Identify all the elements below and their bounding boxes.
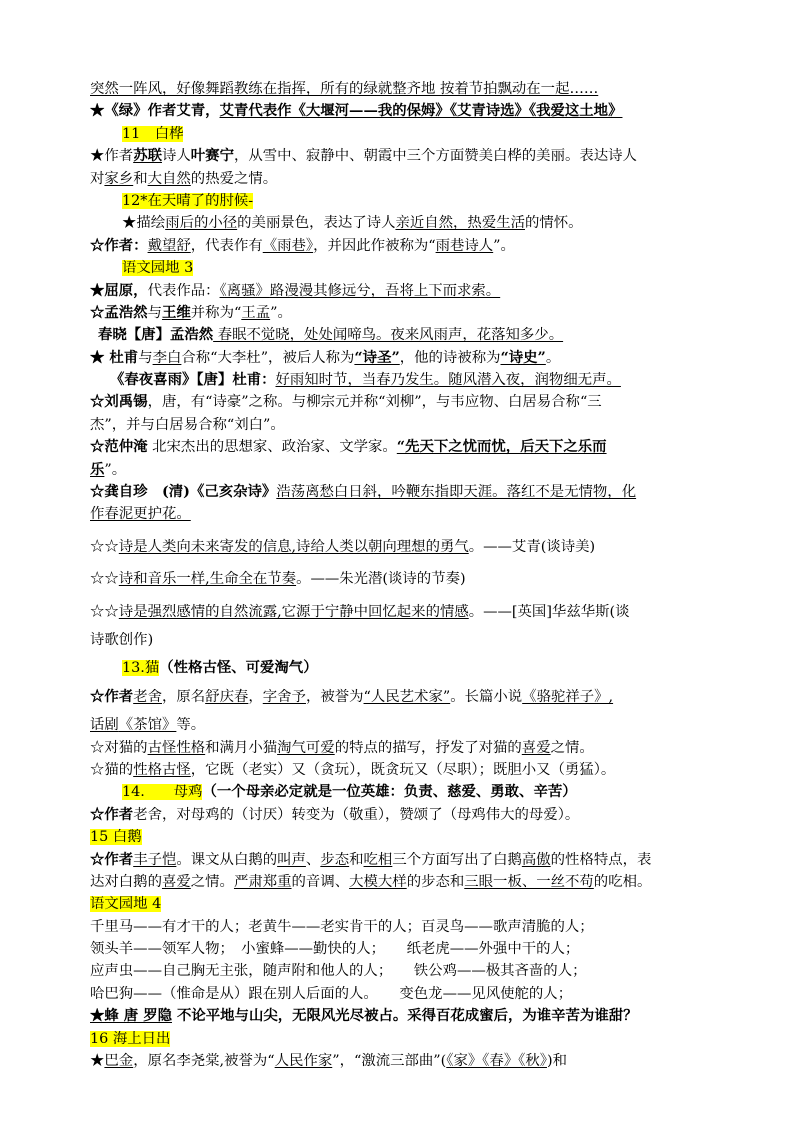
quote-line-1 bbox=[90, 536, 710, 558]
underlined-text: 吃相 bbox=[363, 851, 393, 868]
text-span: 对 bbox=[90, 170, 105, 187]
underlined-text: 叫声 bbox=[277, 851, 306, 868]
section-heading-11 bbox=[90, 123, 710, 145]
text-span: ★《绿》作者艾青， bbox=[90, 102, 220, 120]
underlined-text: “人民艺术家” bbox=[363, 688, 451, 705]
bold-text: ☆范仲淹 bbox=[90, 438, 148, 456]
text-span: ，被誉为 bbox=[305, 688, 364, 705]
section-heading-15 bbox=[90, 826, 710, 848]
text-line-31 bbox=[90, 804, 710, 826]
text-span: 诗人 bbox=[161, 148, 191, 165]
bold-text: 《春夜喜雨》【唐】杜甫： bbox=[110, 371, 276, 389]
underlined-text: 话剧 bbox=[90, 717, 119, 734]
text-span: ，唐，有“诗豪”之称。与柳宗元并称“刘柳”，与韦应物、白居易合称“三 bbox=[147, 394, 602, 411]
quote-line-2 bbox=[90, 568, 710, 590]
text-line-15 bbox=[90, 391, 710, 413]
text-span: 合称“大李杜”，被后人称为 bbox=[181, 349, 355, 366]
text-span: ”。 bbox=[270, 304, 292, 321]
underlined-text: 字舍予 bbox=[262, 688, 306, 705]
underlined-text: 《家》《春》《秋》 bbox=[446, 1053, 547, 1070]
text-span: 和 bbox=[133, 170, 148, 187]
text-line-5 bbox=[90, 168, 710, 190]
underlined-text: 好雨知时节，当春乃发生。随风潜入夜，润物细无声。 bbox=[275, 372, 621, 389]
text-span: 。 bbox=[545, 349, 561, 366]
text-line-7 bbox=[90, 212, 710, 234]
text-span: 三个方面写出了白鹅 bbox=[392, 851, 522, 868]
highlighted-heading: 15 白鹅 bbox=[90, 829, 142, 846]
underlined-text: 雨巷诗人 bbox=[435, 237, 494, 254]
text-line-42 bbox=[90, 1050, 710, 1072]
underlined-text: 戴望舒 bbox=[147, 237, 191, 254]
text-span: 和 bbox=[349, 851, 364, 868]
highlighted-heading: 13.猫 bbox=[122, 660, 160, 677]
bold-text: 不论平地与山尖，无限风光尽被占。采得百花成蜜后，为谁辛苦为谁甜？ bbox=[171, 1007, 638, 1025]
text-span: 与 bbox=[138, 349, 153, 366]
text-span: ★作者 bbox=[90, 148, 134, 165]
idiom-line-3 bbox=[90, 960, 710, 982]
highlighted-heading: 11 白桦 bbox=[122, 125, 184, 142]
text-span: )和 bbox=[546, 1053, 567, 1070]
underlined-text: 《雨巷》 bbox=[262, 237, 314, 254]
text-span: 并称为“ bbox=[190, 304, 242, 321]
poem-line-bee bbox=[90, 1005, 710, 1027]
underlined-text: 舒庆春 bbox=[205, 688, 249, 705]
text-span: 的美丽景色，表达了诗人 bbox=[237, 215, 396, 232]
underlined-text: “诗史” bbox=[500, 348, 546, 366]
text-span: ，并因此作被称为“ bbox=[313, 237, 436, 254]
underlined-text: 路漫漫其修远兮，吾将上下而求索。 bbox=[269, 282, 501, 299]
bold-text: ☆作者 bbox=[90, 850, 134, 868]
document-page bbox=[90, 78, 710, 1072]
text-line-18 bbox=[90, 459, 710, 481]
text-span: 之情。 bbox=[190, 873, 234, 890]
text-span: ，它既（老实）又（贪玩），既贪玩又（尽职）；既胆小又（勇猛）。 bbox=[190, 761, 616, 778]
underlined-text: 老舍 bbox=[133, 688, 162, 705]
text-line-16 bbox=[90, 414, 710, 436]
text-span: 的吃相。 bbox=[593, 873, 652, 890]
text-line-17 bbox=[90, 436, 710, 458]
bold-text: ★ 杜甫 bbox=[90, 348, 139, 366]
text-span: ，原名 bbox=[161, 688, 206, 705]
highlighted-heading: 12*在天晴了的肘候- bbox=[122, 192, 254, 209]
text-span: ☆猫的 bbox=[90, 761, 134, 778]
idiom-line-1 bbox=[90, 916, 710, 938]
bold-text: （一个母亲必定就是一位英雄：负责、慈爱、勇敢、辛苦） bbox=[202, 783, 577, 801]
bold-text: ☆刘禹锡 bbox=[90, 393, 148, 411]
text-span: 等。 bbox=[176, 717, 206, 734]
text-span: ，从雪中、寂静中、朝霞中三个方面赞美白桦的美丽。表达诗人 bbox=[233, 148, 637, 165]
text-span: 。——艾青(谈诗美) bbox=[468, 538, 596, 555]
underlined-text: 《骆驼祥子》, bbox=[522, 688, 614, 705]
underlined-text: 李白 bbox=[152, 349, 182, 366]
text-line-10 bbox=[90, 280, 710, 302]
idiom-line-4 bbox=[90, 983, 710, 1005]
underlined-text: 亲近自然，热爱生活 bbox=[395, 215, 525, 232]
text-line-27 bbox=[90, 714, 710, 736]
bold-text: ☆作者： bbox=[90, 236, 148, 254]
text-span: ☆☆ bbox=[90, 571, 119, 588]
section-heading-14 bbox=[90, 781, 710, 803]
underlined-text: 家乡 bbox=[104, 170, 134, 187]
highlighted-heading: 语文园地 3 bbox=[122, 260, 194, 277]
text-span: 达对白鹅的 bbox=[90, 873, 162, 890]
underlined-text: “先天下之忧而忧，后天下之乐而 bbox=[396, 438, 607, 456]
text-span: ★描绘 bbox=[122, 215, 166, 232]
section-heading-16 bbox=[90, 1028, 710, 1050]
bold-text: ★屈原， bbox=[90, 281, 148, 299]
underlined-text: 大自然 bbox=[147, 170, 191, 187]
text-line-19 bbox=[90, 481, 710, 503]
section-heading-yuwen-3 bbox=[90, 257, 710, 279]
underlined-text: 喜爱 bbox=[521, 739, 551, 756]
underlined-text: 王孟 bbox=[241, 304, 271, 321]
underlined-text: 人民作家 bbox=[274, 1053, 333, 1070]
underlined-text: 诗是强烈感情的自然流露,它源于宁静中回忆起来的情感 bbox=[118, 603, 469, 620]
text-span: 的步态和 bbox=[406, 873, 465, 890]
text-span: ☆对猫的 bbox=[90, 739, 148, 756]
bold-text: 春晓【唐】孟浩然 bbox=[98, 326, 214, 344]
underlined-text: 王维 bbox=[161, 303, 191, 321]
underlined-text: 《离骚》 bbox=[219, 282, 270, 299]
underlined-text: 淘气可爱 bbox=[277, 739, 335, 756]
text-span: 千里马——有才干的人；老黄牛——老实肯干的人；百灵鸟——歌声清脆的人； bbox=[90, 918, 594, 935]
text-line-14 bbox=[90, 369, 710, 391]
underlined-text: “诗圣” bbox=[354, 348, 400, 366]
bold-text: ☆孟浩然 bbox=[90, 303, 148, 321]
text-span: ”。 bbox=[493, 237, 515, 254]
text-span: ，原名李尧棠,被誉为“ bbox=[133, 1053, 275, 1070]
underlined-text: 三眼一板、一丝不苟 bbox=[464, 873, 594, 890]
section-heading-12 bbox=[90, 190, 710, 212]
text-span: 的音调、 bbox=[291, 873, 350, 890]
text-span: 的特点的描写，抒发了对猫的 bbox=[334, 739, 522, 756]
underlined-text: 步态 bbox=[320, 851, 350, 868]
text-span: ， bbox=[248, 688, 263, 705]
section-heading-yuwen-4 bbox=[90, 893, 710, 915]
text-span: ，代表作有 bbox=[190, 237, 263, 254]
underlined-text: 高傲 bbox=[521, 851, 551, 868]
text-span: ，他的诗被称为 bbox=[399, 349, 501, 366]
text-line-1 bbox=[90, 78, 710, 100]
bold-text: ☆龚自珍 (清)《己亥杂诗》 bbox=[90, 483, 277, 501]
underlined-text: 性格古怪 bbox=[133, 761, 191, 778]
underlined-text: 诗是人类向未来寄发的信息,诗给人类以朝向理想的勇气 bbox=[118, 538, 469, 555]
underlined-text: 喜爱 bbox=[161, 873, 191, 890]
text-line-28 bbox=[90, 737, 710, 759]
underlined-text: 《茶馆》 bbox=[118, 717, 177, 734]
quote-line-3 bbox=[90, 601, 710, 623]
underlined-text: 浩荡离愁白日斜，吟鞭东指即天涯。落红不是无情物，化 bbox=[276, 484, 637, 501]
text-span: 。——朱光潜(谈诗的节奏) bbox=[296, 571, 466, 588]
underlined-text: 作春泥更护花。 bbox=[90, 506, 191, 523]
idiom-line-2 bbox=[90, 938, 710, 960]
bold-text: ☆作者 bbox=[90, 805, 134, 823]
quote-line-3-cont bbox=[90, 629, 710, 651]
text-span: ”。 bbox=[104, 461, 127, 478]
text-span: 。——[英国]华兹华斯(谈 bbox=[468, 603, 630, 620]
text-line-2 bbox=[90, 100, 710, 122]
text-span: 。长篇小说 bbox=[450, 688, 523, 705]
text-span: ☆☆ bbox=[90, 603, 119, 620]
text-span: 和满月小猫 bbox=[205, 739, 278, 756]
text-span: 代表作品： bbox=[147, 282, 220, 299]
text-span: 的性格特点，表 bbox=[550, 851, 652, 868]
bold-text: 叶赛宁 bbox=[190, 147, 234, 165]
text-span: 杰”，并与白居易合称“刘白”。 bbox=[90, 416, 285, 433]
bold-text: ☆作者 bbox=[90, 687, 134, 705]
underlined-text: 诗和音乐一样,生命全在节奏 bbox=[118, 571, 297, 588]
text-line-33 bbox=[90, 849, 710, 871]
underlined-text: 雨后的小径 bbox=[165, 215, 238, 232]
underlined-text: 严肃郑重 bbox=[233, 873, 292, 890]
text-span: 。课文从白鹅的 bbox=[176, 851, 278, 868]
underlined-text: 苏联 bbox=[133, 147, 162, 165]
text-span: ☆☆ bbox=[90, 538, 119, 555]
underlined-text: 乐 bbox=[90, 460, 105, 478]
text-span: 哈巴狗——（惟命是从）跟在别人后面的人。 变色龙——见风使舵的人； bbox=[90, 985, 573, 1002]
text-span: ”，“激流三部曲”( bbox=[332, 1053, 447, 1070]
text-span: 的情怀。 bbox=[525, 215, 583, 232]
text-span: 之情。 bbox=[550, 739, 594, 756]
underlined-text: 突然一阵风，好像舞蹈教练在指挥，所有的绿就整齐地 按着节拍飘动在一起…… bbox=[90, 81, 599, 97]
text-line-20 bbox=[90, 503, 710, 525]
bold-text: （性格古怪、可爱淘气） bbox=[159, 659, 318, 677]
text-line-34 bbox=[90, 871, 710, 893]
text-span: ★ bbox=[90, 1053, 105, 1070]
text-line-26 bbox=[90, 686, 710, 708]
text-line-12 bbox=[90, 324, 710, 346]
underlined-text: 大模大样 bbox=[349, 873, 407, 890]
underlined-text: 丰子恺 bbox=[133, 851, 177, 868]
underlined-text: ★蜂 唐 罗隐 bbox=[90, 1007, 172, 1025]
text-span: 领头羊——领军人物； 小蜜蜂——勤快的人； 纸老虎——外强中干的人； bbox=[90, 941, 580, 958]
text-line-4 bbox=[90, 145, 710, 167]
underlined-text: 巴金 bbox=[104, 1053, 134, 1070]
text-span: 诗歌创作) bbox=[90, 631, 154, 648]
text-line-29 bbox=[90, 759, 710, 781]
text-line-8 bbox=[90, 235, 710, 257]
text-span: 、 bbox=[305, 851, 321, 868]
underlined-text: 古怪性格 bbox=[147, 739, 206, 756]
text-span: 的热爱之情。 bbox=[190, 170, 278, 187]
highlighted-heading: 语文园地 4 bbox=[90, 896, 162, 913]
underlined-text: 春眠不觉晓，处处闻啼鸟。夜来风雨声，花落知多少。 bbox=[213, 327, 564, 344]
text-span: 老舍，对母鸡的（讨厌）转变为（敬重），赞颂了（母鸡伟大的母爱）。 bbox=[133, 806, 580, 823]
highlighted-heading: 14. 母鸡 bbox=[122, 784, 203, 801]
text-span: 北宋杰出的思想家、政治家、文学家。 bbox=[147, 439, 397, 456]
text-line-13 bbox=[90, 347, 710, 369]
text-span: 应声虫——自己胸无主张，随声附和他人的人； 铁公鸡——极其吝啬的人； bbox=[90, 963, 587, 980]
section-heading-13 bbox=[90, 657, 710, 679]
highlighted-heading: 16 海上日出 bbox=[90, 1030, 171, 1047]
text-span: 与 bbox=[147, 304, 162, 321]
underlined-text: 艾青代表作《大堰河——我的保姆》《艾青诗选》《我爱这土地》 bbox=[219, 102, 623, 120]
text-line-11 bbox=[90, 302, 710, 324]
